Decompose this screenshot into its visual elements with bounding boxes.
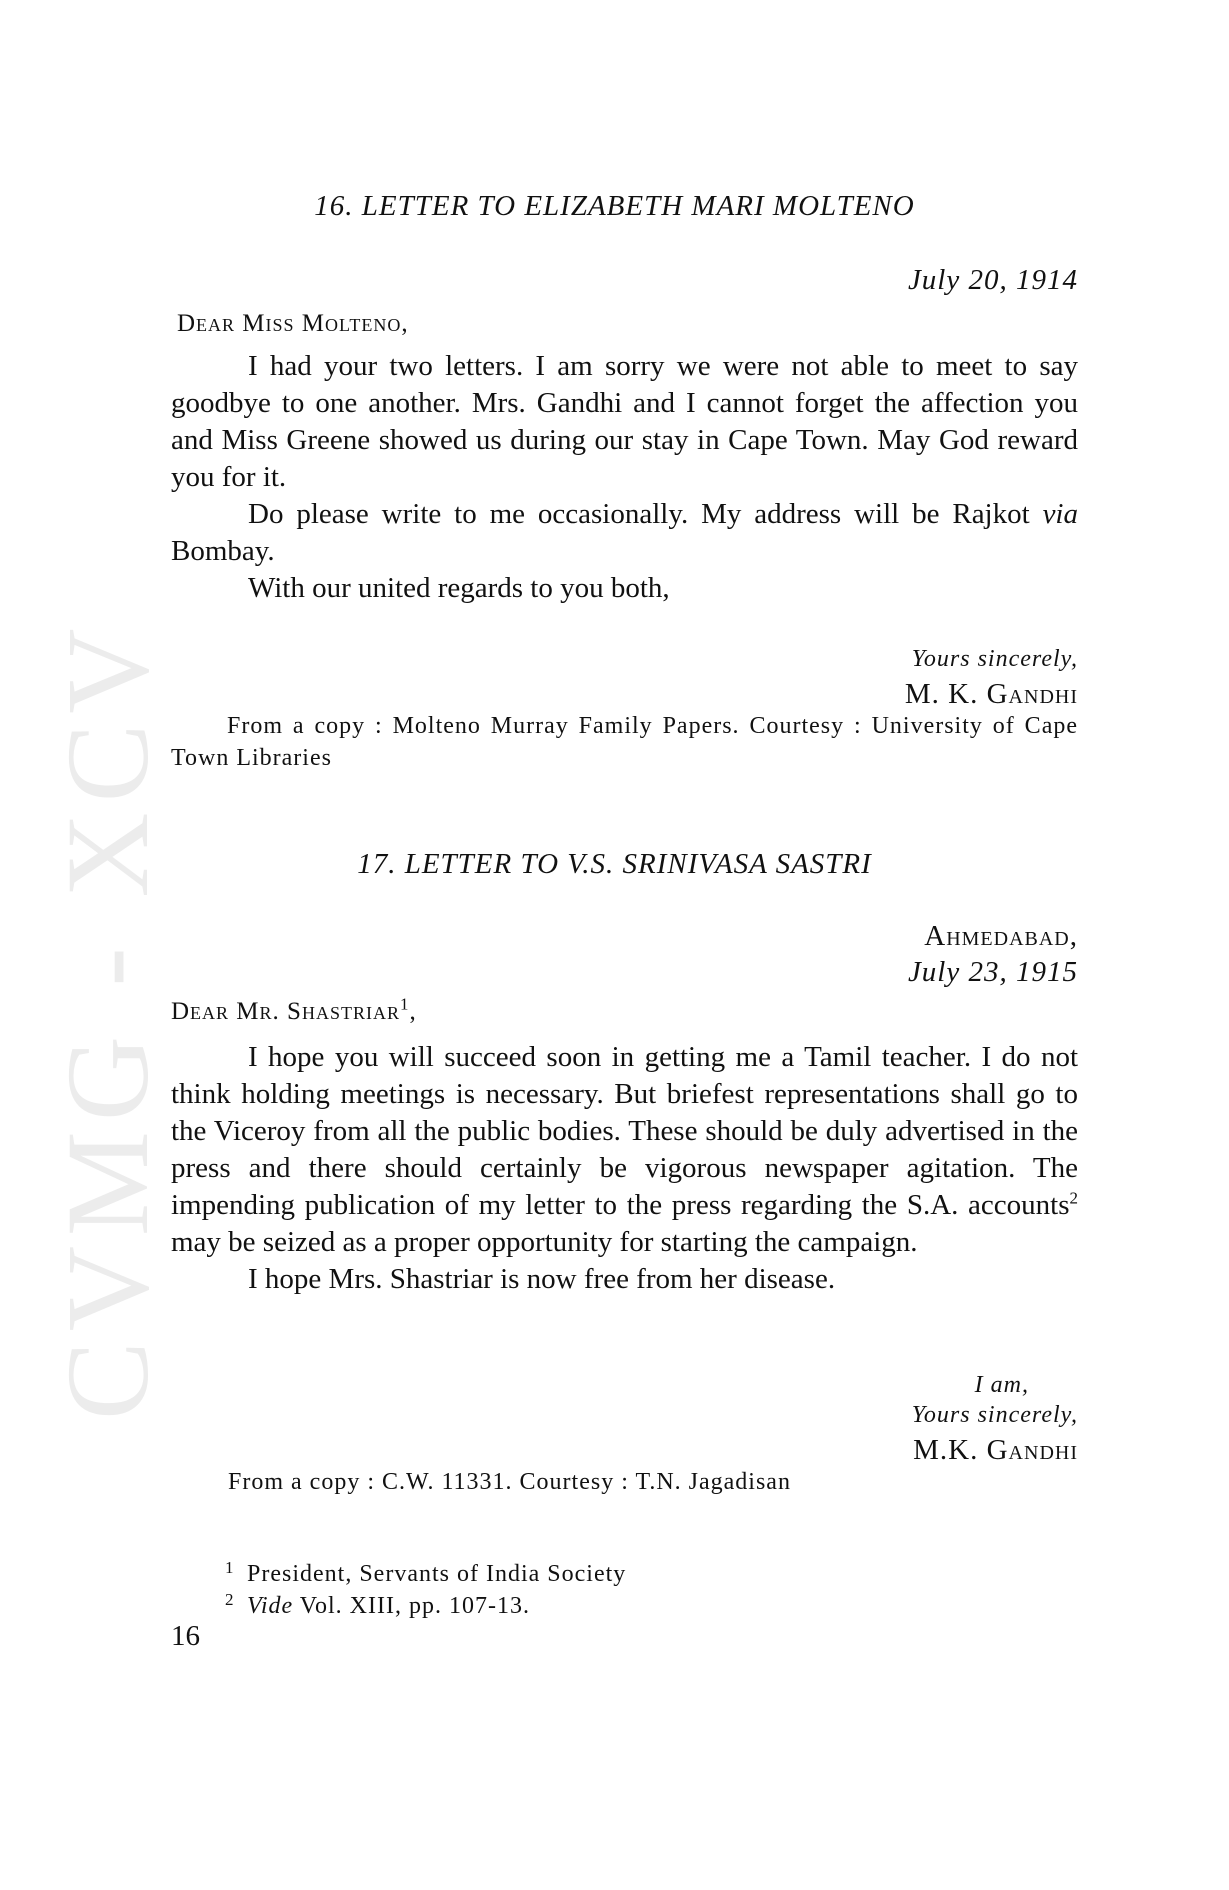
- letter-17-closing-2: Yours sincerely,: [911, 1402, 1078, 1428]
- letter-17-p1-start: I hope you will succeed soon in getting me a Tamil teacher. I do not think holding meetings is necessary. But briefest representations shall go to the Viceroy from all the public bodies. These should be duly advertised in the press and there should certainly be vigorous newspaper agitation. The impending publication of my letter to the press regarding the S.A. accounts: [171, 1041, 1078, 1221]
- letter-17-signature: M.K. Gandhi: [913, 1434, 1078, 1466]
- letter-17-closing-1: I am,: [974, 1372, 1029, 1398]
- footnote-ref-2: 2: [1069, 1188, 1078, 1208]
- letter-17-salutation-end: ,: [409, 998, 417, 1025]
- letter-16-body: [171, 348, 1078, 607]
- letter-17-paragraph-2: I hope Mrs. Shastriar is now free from her disease.: [248, 1263, 836, 1295]
- footnotes: [225, 1558, 627, 1622]
- letter-16-source: [171, 710, 1078, 774]
- letter-17-salutation: [171, 994, 417, 1026]
- footnote-2-text: Vol. XIII, pp. 107-13.: [293, 1593, 530, 1619]
- letter-16-salutation: Dear Miss Molteno,: [177, 310, 409, 337]
- page-number: 16: [171, 1620, 200, 1652]
- footnote-1: [225, 1558, 627, 1590]
- watermark: CVMG - XCV: [42, 618, 173, 1420]
- letter-17-paragraph-1: [171, 1039, 1078, 1261]
- letter-16-p2-via: via: [1042, 498, 1078, 530]
- letter-16-date: July 20, 1914: [907, 264, 1078, 296]
- footnote-1-mark: 1: [225, 1558, 235, 1577]
- letter-17-body: [171, 1039, 1078, 1298]
- letter-16-source-text: From a copy : Molteno Murray Family Papers. Courtesy : University of Cape Town Libraries: [171, 713, 1078, 771]
- letter-16-closing: Yours sincerely,: [911, 646, 1078, 672]
- letter-16-p2-end: Bombay.: [171, 535, 275, 567]
- footnote-2: [225, 1590, 626, 1622]
- letter-16-paragraph-3: With our united regards to you both,: [248, 572, 670, 604]
- letter-17-title: 17. LETTER TO V.S. SRINIVASA SASTRI: [357, 848, 872, 880]
- letter-17-date: July 23, 1915: [907, 956, 1078, 988]
- letter-17-source: From a copy : C.W. 11331. Courtesy : T.N. Jagadisan: [228, 1469, 791, 1495]
- footnote-ref-1: 1: [399, 994, 410, 1014]
- letter-16-paragraph-1: I had your two letters. I am sorry we were not able to meet to say goodbye to one another. Mrs. Gandhi and I cannot forget the affection you and Miss Greene showed us during our stay in Cape Town. May God reward you for it.: [171, 350, 1078, 493]
- letter-17-salutation-text: Dear Mr. Shastriar: [171, 998, 400, 1025]
- footnote-2-mark: 2: [225, 1590, 235, 1609]
- letter-16-paragraph-2: [171, 496, 1078, 570]
- letter-16-p2-start: Do please write to me occasionally. My address will be Rajkot: [248, 498, 1043, 530]
- letter-16-signature: M. K. Gandhi: [904, 678, 1078, 710]
- letter-17-place: Ahmedabad,: [924, 920, 1078, 952]
- footnote-1-text: President, Servants of India Society: [247, 1561, 627, 1587]
- footnote-2-prefix: Vide: [247, 1593, 294, 1619]
- letter-16-title: 16. LETTER TO ELIZABETH MARI MOLTENO: [314, 190, 915, 222]
- letter-17-p1-end: may be seized as a proper opportunity for starting the campaign.: [171, 1226, 918, 1258]
